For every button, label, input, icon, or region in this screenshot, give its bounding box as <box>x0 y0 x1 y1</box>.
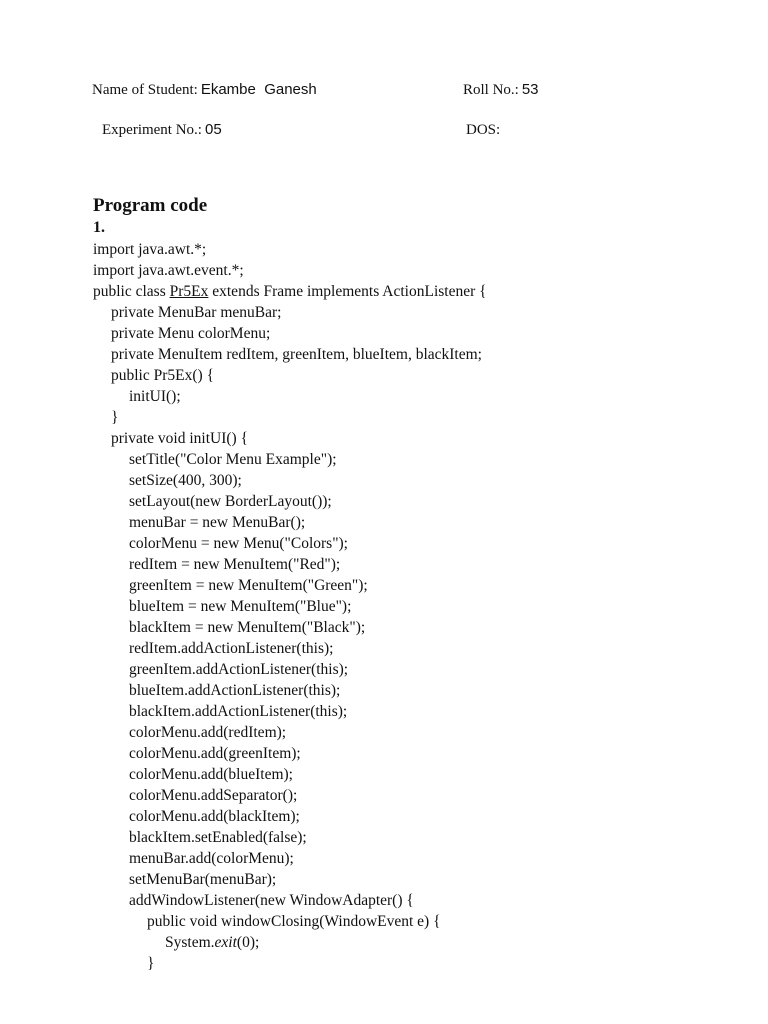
code-line: private Menu colorMenu; <box>111 325 271 342</box>
dos-label: DOS: <box>466 122 501 138</box>
code-line: redItem = new MenuItem("Red"); <box>129 556 341 573</box>
code-line: setLayout(new BorderLayout()); <box>129 493 332 510</box>
section-number: 1. <box>93 219 105 236</box>
code-line: menuBar = new MenuBar(); <box>129 514 306 531</box>
code-line <box>93 932 733 953</box>
roll-number-value: 53 <box>521 81 539 98</box>
experiment-number-value: 05 <box>204 121 222 138</box>
student-name-field <box>92 80 317 100</box>
student-name-label: Name of Student: <box>92 82 198 98</box>
code-line: } <box>111 409 119 426</box>
code-line: greenItem = new MenuItem("Green"); <box>129 577 368 594</box>
program-code-block <box>93 239 733 974</box>
roll-number-label: Roll No.: <box>463 82 519 98</box>
code-segment: System. <box>165 934 215 951</box>
exit-method: exit <box>214 934 237 951</box>
code-line: setSize(400, 300); <box>129 472 242 489</box>
code-line: blueItem.addActionListener(this); <box>129 682 341 699</box>
code-line: colorMenu.add(greenItem); <box>129 745 301 762</box>
code-line: colorMenu = new Menu("Colors"); <box>129 535 348 552</box>
code-line: colorMenu.add(redItem); <box>129 724 287 741</box>
code-line: import java.awt.*; <box>93 241 207 258</box>
code-line: colorMenu.add(blackItem); <box>129 808 300 825</box>
code-line: greenItem.addActionListener(this); <box>129 661 349 678</box>
experiment-number-field <box>102 120 222 140</box>
code-line: blackItem.setEnabled(false); <box>129 829 307 846</box>
code-line: public void windowClosing(WindowEvent e) { <box>147 913 441 930</box>
code-segment: public class <box>93 283 170 300</box>
code-line: colorMenu.add(blueItem); <box>129 766 293 783</box>
code-line: menuBar.add(colorMenu); <box>129 850 294 867</box>
code-line: private MenuBar menuBar; <box>111 304 282 321</box>
code-segment: extends Frame implements ActionListener { <box>208 283 487 300</box>
section-title: Program code <box>93 195 208 216</box>
code-line: private MenuItem redItem, greenItem, blueItem, blackItem; <box>111 346 482 363</box>
class-name: Pr5Ex <box>169 283 209 300</box>
code-line: redItem.addActionListener(this); <box>129 640 334 657</box>
code-line: colorMenu.addSeparator(); <box>129 787 298 804</box>
code-segment: (0); <box>236 934 260 951</box>
code-line: initUI(); <box>129 388 181 405</box>
code-line: public Pr5Ex() { <box>111 367 215 384</box>
dos-field <box>466 120 500 140</box>
code-line: private void initUI() { <box>111 430 249 447</box>
code-line <box>93 281 733 302</box>
code-line: addWindowListener(new WindowAdapter() { <box>129 892 414 909</box>
code-line: setTitle("Color Menu Example"); <box>129 451 337 468</box>
code-line: blackItem = new MenuItem("Black"); <box>129 619 366 636</box>
code-line: blackItem.addActionListener(this); <box>129 703 348 720</box>
experiment-number-label: Experiment No.: <box>102 122 202 138</box>
code-line: import java.awt.event.*; <box>93 262 244 279</box>
code-line: blueItem = new MenuItem("Blue"); <box>129 598 352 615</box>
roll-number-field <box>463 80 539 100</box>
code-line: } <box>147 955 155 972</box>
code-line: setMenuBar(menuBar); <box>129 871 277 888</box>
student-name-value: Ekambe Ganesh <box>200 81 317 98</box>
